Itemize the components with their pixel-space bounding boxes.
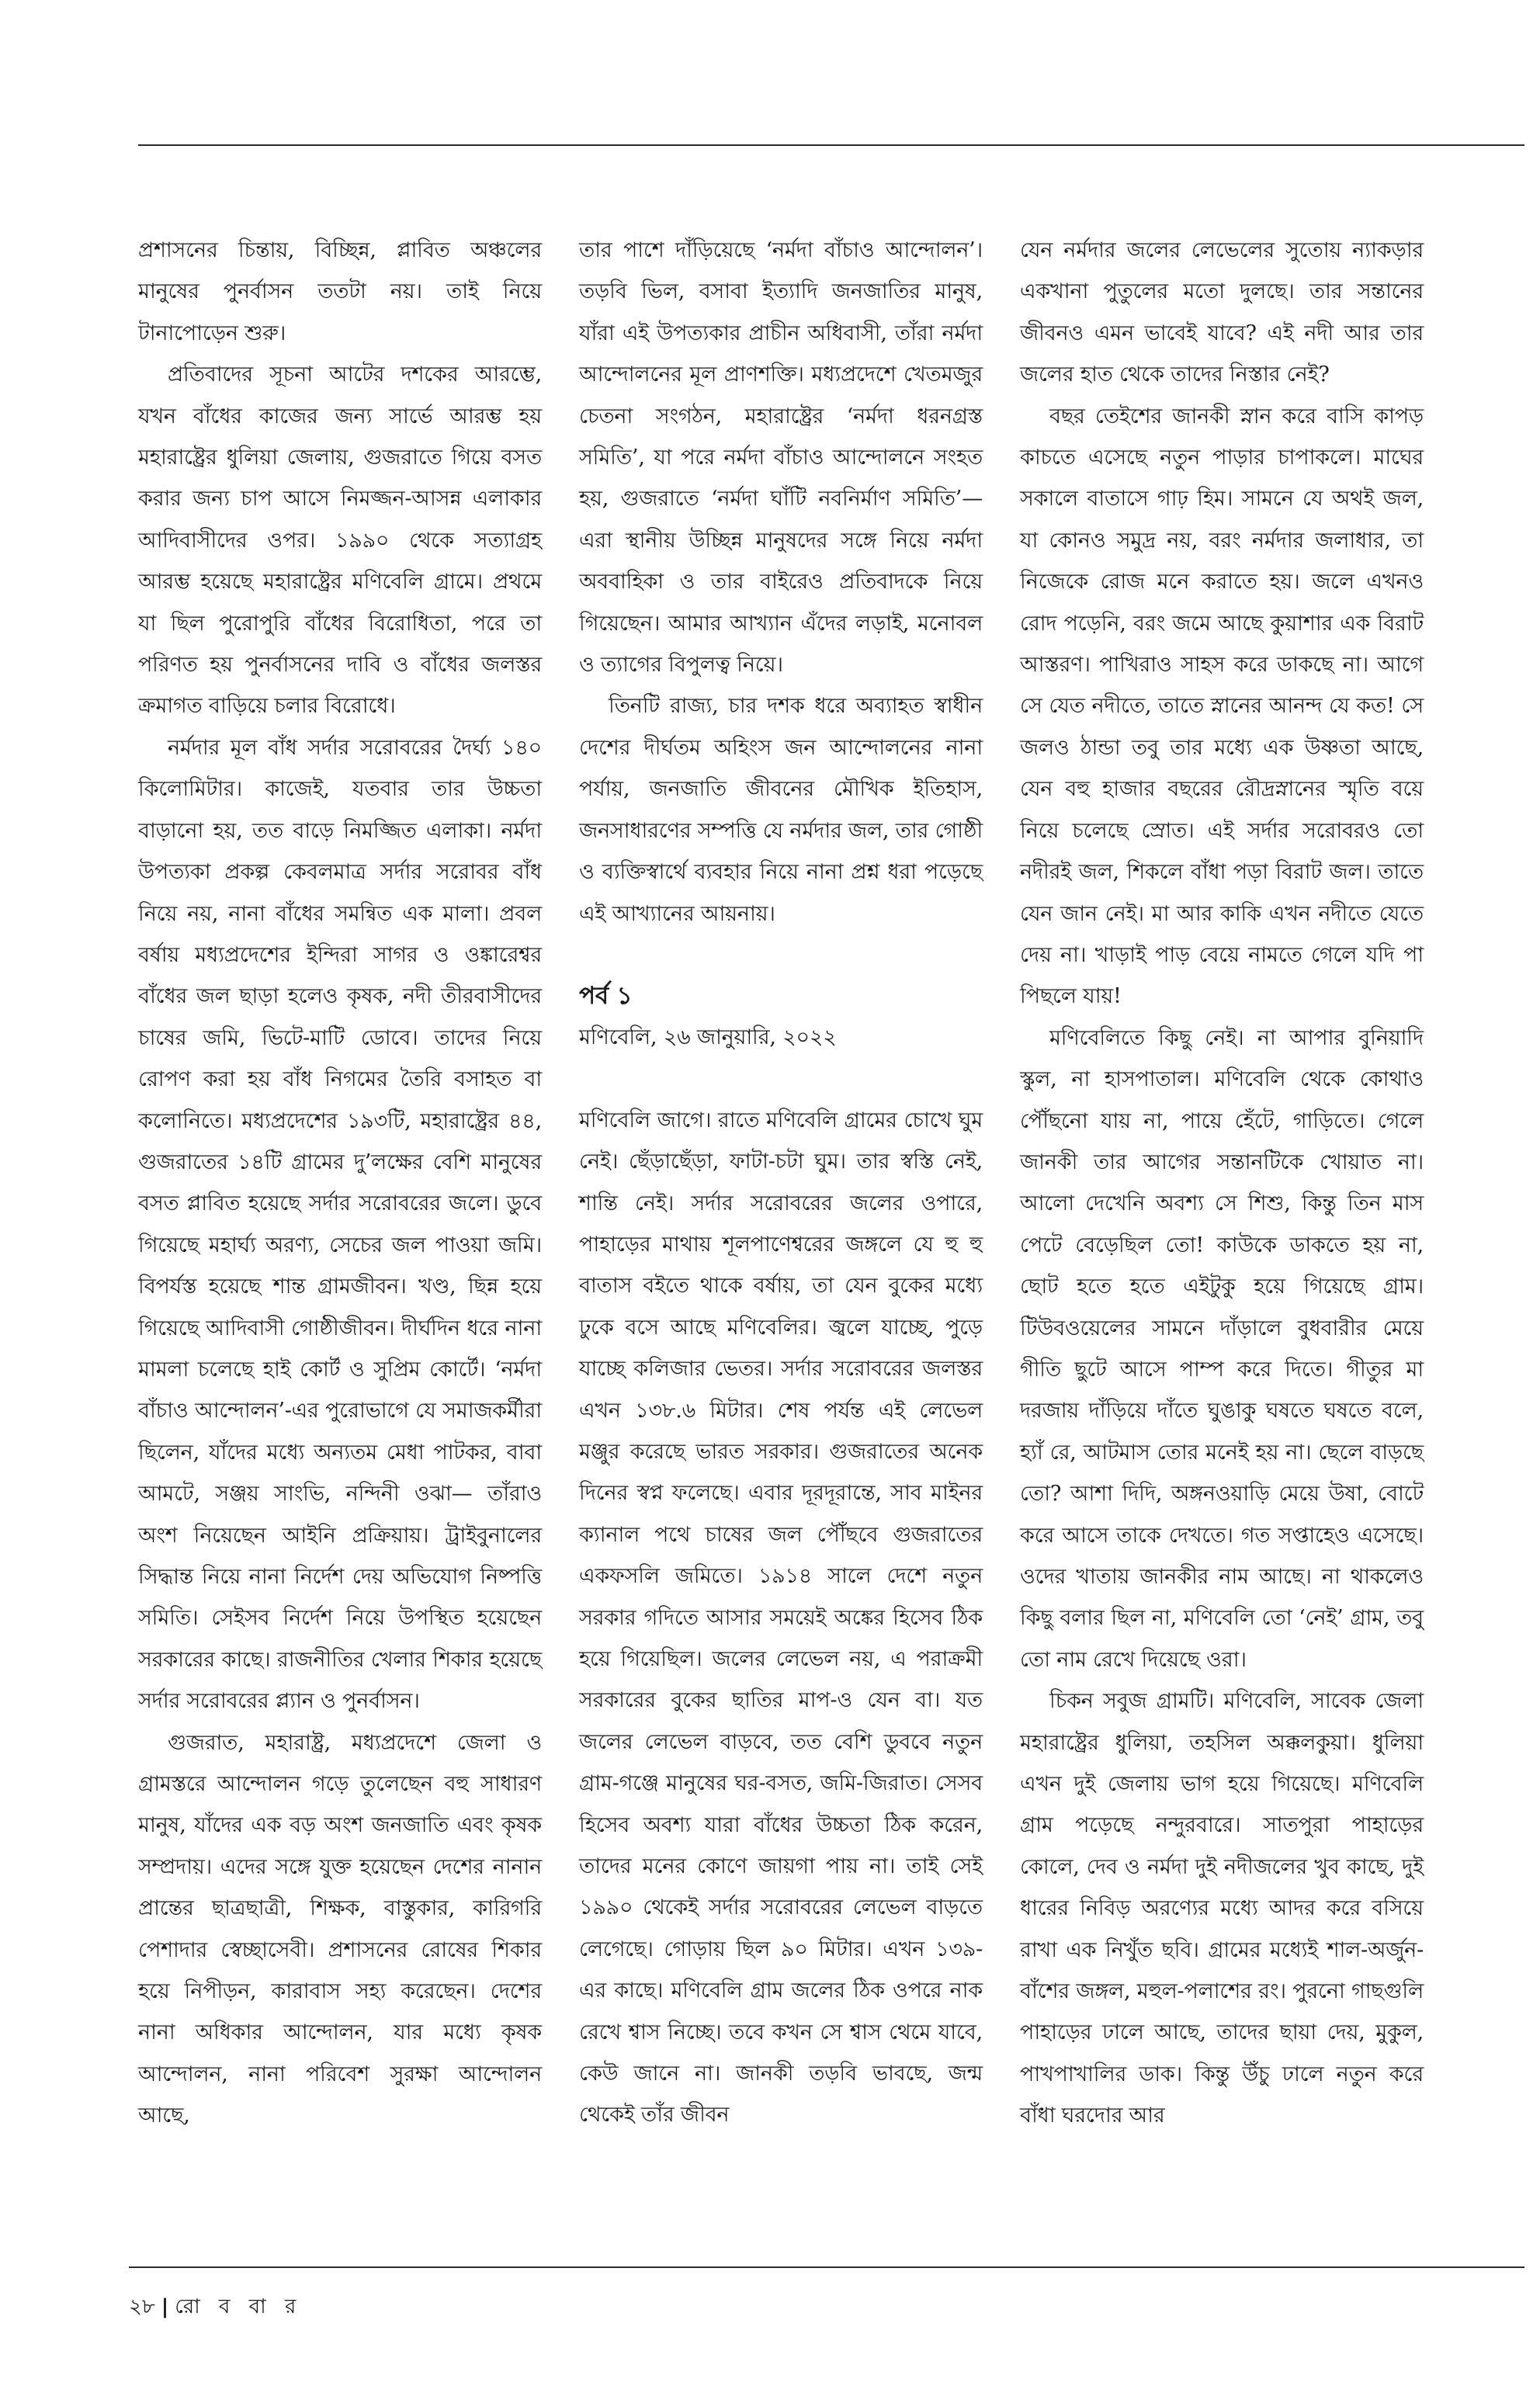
paragraph: বছর তেইশের জানকী স্নান করে বাসি কাপড় কাচতে এসেছে নতুন পাড়ার চাপাকলে। মাঘের সকালে বাতাসে গাঢ় হিম। সামনে যে অথই জল, যা কোনও সমুদ্র নয়, বরং নর্মদার জলাধার, তা নিজেকে রোজ মনে করাতে হয়। জলে এখনও রোদ পড়েনি, বরং জমে আছে কুয়াশার এক বিরাট আস্তরণ। পাখিরাও সাহস করে ডাকছে না। আগে সে যেত নদীতে, তাতে স্নানের আনন্দ যে কত! সে জলও ঠান্ডা তবু তার মধ্যে এক উষ্ণতা আছে, যেন বহু হাজার বছরের রৌদ্রস্নানের স্মৃতি বয়ে নিয়ে চলেছে স্রোত। এই সর্দার সরোবরও তো নদীরই জল, শিকলে বাঁধা পড়া বিরাট জল। তাতে যেন জান নেই। মা আর কাকি এখন নদীতে যেতে দেয় না। খাড়াই পাড় বেয়ে নামতে গেলে যদি পা পিছলে যায়! xyxy=(1020,404,1424,1009)
paragraph: যেন নর্মদার জলের লেভেলের সুতোয় ন্যাকড়ার একখানা পুতুলের মতো দুলছে। তার সন্তানের জীবনও এমন ভাবেই যাবে? এই নদী আর তার জলের হাত থেকে তাদের নিস্তার নেই? xyxy=(1020,238,1424,387)
article-column-3 xyxy=(1020,230,1424,2137)
paragraph: তার পাশে দাঁড়িয়েছে ‘নর্মদা বাঁচাও আন্দোলন’। তড়বি ভিল, বসাবা ইত্যাদি জনজাতির মানুষ, যাঁরা এই উপত্যকার প্রাচীন অধিবাসী, তাঁরা নর্মদা আন্দোলনের মূল প্রাণশক্তি। মধ্যপ্রদেশে খেতমজুর চেতনা সংগঠন, মহারাষ্ট্রের ‘নর্মদা ধরনগ্রস্ত সমিতি’, যা পরে নর্মদা বাঁচাও আন্দোলনে সংহত হয়, গুজরাতে ‘নর্মদা ঘাঁটি নবনির্মাণ সমিতি’— এরা স্থানীয় উচ্ছিন্ন মানুষদের সঙ্গে নিয়ে নর্মদা অববাহিকা ও তার বাইরেও প্রতিবাদকে নিয়ে গিয়েছেন। আমার আখ্যান এঁদের লড়াই, মনোবল ও ত্যাগের বিপুলত্ব নিয়ে। xyxy=(579,238,983,678)
paragraph: মণিবেলিতে কিছু নেই। না আপার বুনিয়াদি স্কুল, না হাসপাতাল। মণিবেলি থেকে কোথাও পৌঁছনো যায় না, পায়ে হেঁটে, গাড়িতে। গেলে জানকী তার আগের সন্তানটিকে খোয়াত না। আলো দেখেনি অবশ্য সে শিশু, কিন্তু তিন মাস পেটে বেড়েছিল তো! কাউকে ডাকতে হয় না, ছোট হতে হতে এইটুকু হয়ে গিয়েছে গ্রাম। টিউবওয়েলের সামনে দাঁড়ালে বুধবারীর মেয়ে গীতি ছুটে আসে পাম্প করে দিতে। গীতুর মা দরজায় দাঁড়িয়ে দাঁতে ঘুঙাকু ঘষতে ঘষতে বলে, হ্যাঁ রে, আটমাস তোর মনেই হয় না। ছেলে বাড়ছে তো? আশা দিদি, অঙ্গনওয়াড়ি মেয়ে উষা, বোটে করে আসে তাকে দেখতে। গত সপ্তাহেও এসেছে। ওদের খাতায় জানকীর নাম আছে। না থাকলেও কিছু বলার ছিল না, মণিবেলি তো ‘নেই’ গ্রাম, তবু তো নাম রেখে দিয়েছে ওরা। xyxy=(1020,1025,1424,1672)
footer-separator: | xyxy=(161,2295,169,2318)
article-column-2 xyxy=(579,230,983,2136)
section-spacer xyxy=(579,1059,983,1100)
section-spacer xyxy=(579,935,983,976)
article-column-1 xyxy=(138,230,542,2137)
paragraph: নর্মদার মূল বাঁধ সর্দার সরোবরের দৈর্ঘ্য ১৪০ কিলোমিটার। কাজেই, যতবার তার উচ্চতা বাড়ানো হয়, তত বাড়ে নিমজ্জিত এলাকা। নর্মদা উপত্যকা প্রকল্প কেবলমাত্র সর্দার সরোবর বাঁধ নিয়ে নয়, নানা বাঁধের সমন্বিত এক মালা। প্রবল বর্ষায় মধ্যপ্রদেশের ইন্দিরা সাগর ও ওঙ্কারেশ্বর বাঁধের জল ছাড়া হলেও কৃষক, নদী তীরবাসীদের চাষের জমি, ভিটে-মাটি ডোবে। তাদের নিয়ে রোপণ করা হয় বাঁধ নিগমের তৈরি বসাহত বা কলোনিতে। মধ্যপ্রদেশের ১৯৩টি, মহারাষ্ট্রের ৪৪, গুজরাতের ১৪টি গ্রামের দু’লক্ষের বেশি মানুষের বসত প্লাবিত হয়েছে সর্দার সরোবরের জলে। ডুবে গিয়েছে মহার্ঘ্য অরণ্য, সেচের জল পাওয়া জমি। বিপর্যস্ত হয়েছে শান্ত গ্রামজীবন। খণ্ড, ছিন্ন হয়ে গিয়েছে আদিবাসী গোষ্ঠীজীবন। দীর্ঘদিন ধরে নানা মামলা চলেছে হাই কোর্ট ও সুপ্রিম কোর্টে। ‘নর্মদা বাঁচাও আন্দোলন’-এর পুরোভাগে যে সমাজকর্মীরা ছিলেন, যাঁদের মধ্যে অন্যতম মেধা পাটকর, বাবা আমটে, সঞ্জয় সাংভি, নন্দিনী ওঝা— তাঁরাও অংশ নিয়েছেন আইনি প্রক্রিয়ায়। ট্রাইবুনালের সিদ্ধান্ত নিয়ে নানা নির্দেশ দেয় অভিযোগ নিষ্পত্তি সমিতি। সেইসব নির্দেশ নিয়ে উপস্থিত হয়েছেন সরকারের কাছে। রাজনীতির খেলার শিকার হয়েছে সর্দার সরোবরের প্ল্যান ও পুনর্বাসন। xyxy=(138,735,542,1714)
section-heading: পর্ব ১ xyxy=(579,981,633,1010)
paragraph: চিকন সবুজ গ্রামটি। মণিবেলি, সাবেক জেলা মহারাষ্ট্রের ধুলিয়া, তহসিল অক্কলকুয়া। ধুলিয়া এখন দুই জেলায় ভাগ হয়ে গিয়েছে। মণিবেলি গ্রাম পড়েছে নন্দুরবারে। সাতপুরা পাহাড়ের কোলে, দেব ও নর্মদা দুই নদীজলের খুব কাছে, দুই ধারের নিবিড় অরণ্যের মধ্যে আদর করে বসিয়ে রাখা এক নিখুঁত ছবি। গ্রামের মধ্যেই শাল-অর্জুন-বাঁশের জঙ্গল, মহুল-পলাশের রং। পুরনো গাছগুলি পাহাড়ের ঢালে আছে, তাদের ছায়া দেয়, মুকুল, পাখপাখালির ডাক। কিন্তু উঁচু ঢালে নতুন করে বাঁধা ঘরদোর আর xyxy=(1020,1689,1424,2128)
paragraph: প্রতিবাদের সূচনা আটের দশকের আরম্ভে, যখন বাঁধের কাজের জন্য সার্ভে আরম্ভ হয় মহারাষ্ট্রের ধুলিয়া জেলায়, গুজরাতে গিয়ে বসত করার জন্য চাপ আসে নিমজ্জন-আসন্ন এলাকার আদিবাসীদের ওপর। ১৯৯০ থেকে সত্যাগ্রহ আরম্ভ হয়েছে মহারাষ্ট্রের মণিবেলি গ্রামে। প্রথমে যা ছিল পুরোপুরি বাঁধের বিরোধিতা, পরে তা পরিণত হয় পুনর্বাসনের দাবি ও বাঁধের জলস্তর ক্রমাগত বাড়িয়ে চলার বিরোধে। xyxy=(138,362,542,719)
magazine-name: রো ব বা র xyxy=(175,2295,303,2318)
page-number: ২৮ xyxy=(129,2295,155,2318)
paragraph: তিনটি রাজ্য, চার দশক ধরে অব্যাহত স্বাধীন দেশের দীর্ঘতম অহিংস জন আন্দোলনের নানা পর্যায়, জনজাতি জীবনের মৌখিক ইতিহাস, জনসাধারণের সম্পত্তি যে নর্মদার জল, তার গোষ্ঠী ও ব্যক্তিস্বার্থে ব্যবহার নিয়ে নানা প্রশ্ন ধরা পড়েছে এই আখ্যানের আয়নায়। xyxy=(579,694,983,926)
page-footer xyxy=(129,2291,302,2322)
paragraph: গুজরাত, মহারাষ্ট্র, মধ্যপ্রদেশে জেলা ও গ্রামস্তরে আন্দোলন গড়ে তুলেছেন বহু সাধারণ মানুষ, যাঁদের এক বড় অংশ জনজাতি এবং কৃষক সম্প্রদায়। এদের সঙ্গে যুক্ত হয়েছেন দেশের নানান প্রান্তের ছাত্রছাত্রী, শিক্ষক, বাস্তুকার, কারিগরি পেশাদার স্বেচ্ছাসেবী। প্রশাসনের রোষের শিকার হয়ে নিপীড়ন, কারাবাস সহ্য করেছেন। দেশের নানা অধিকার আন্দোলন, যার মধ্যে কৃষক আন্দোলন, নানা পরিবেশ সুরক্ষা আন্দোলন আছে, xyxy=(138,1730,542,2128)
bottom-rule xyxy=(129,2266,1524,2268)
paragraph: মণিবেলি জাগে। রাতে মণিবেলি গ্রামের চোখে ঘুম নেই। ছেঁড়াছেঁড়া, ফাটা-চটা ঘুম। তার স্বস্তি নেই, শান্তি নেই। সর্দার সরোবরের জলের ওপারে, পাহাড়ের মাথায় শূলপাণেশ্বরের জঙ্গলে যে হু হু বাতাস বইতে থাকে বর্ষায়, তা যেন বুকের মধ্যে ঢুকে বসে আছে মণিবেলির। জ্বলে যাচ্ছে, পুড়ে যাচ্ছে কলিজার ভেতর। সর্দার সরোবরের জলস্তর এখন ১৩৮.৬ মিটার। শেষ পর্যন্ত এই লেভেল মঞ্জুর করেছে ভারত সরকার। গুজরাতের অনেক দিনের স্বপ্ন ফলেছে। এবার দূরদূরান্তে, সাব মাইনর ক্যানাল পথে চাষের জল পৌঁছবে গুজরাতের একফসলি জমিতে। ১৯১৪ সালে দেশে নতুন সরকার গদিতে আসার সময়েই অঙ্কের হিসেব ঠিক হয়ে গিয়েছিল। জলের লেভেল নয়, এ পরাক্রমী সরকারের বুকের ছাতির মাপ-ও যেন বা। যত জলের লেভেল বাড়বে, তত বেশি ডুববে নতুন গ্রাম-গঞ্জে মানুষের ঘর-বসত, জমি-জিরাত। সেসব হিসেব অবশ্য যারা বাঁধের উচ্চতা ঠিক করেন, তাদের মনের কোণে জায়গা পায় না। তাই সেই ১৯৯০ থেকেই সর্দার সরোবরের লেভেল বাড়তে লেগেছে। গোড়ায় ছিল ৯০ মিটার। এখন ১৩৯-এর কাছে। মণিবেলি গ্রাম জলের ঠিক ওপরে নাক রেখে শ্বাস নিচ্ছে। তবে কখন সে শ্বাস থেমে যাবে, কেউ জানে না। জানকী তড়বি ভাবছে, জন্ম থেকেই তাঁর জীবন xyxy=(579,1108,983,2128)
paragraph: প্রশাসনের চিন্তায়, বিচ্ছিন্ন, প্লাবিত অঞ্চলের মানুষের পুনর্বাসন ততটা নয়। তাই নিয়ে টানাপোড়েন শুরু। xyxy=(138,238,542,345)
top-rule xyxy=(138,144,1524,146)
dateline: মণিবেলি, ২৬ জানুয়ারি, ২০২২ xyxy=(579,1025,837,1050)
